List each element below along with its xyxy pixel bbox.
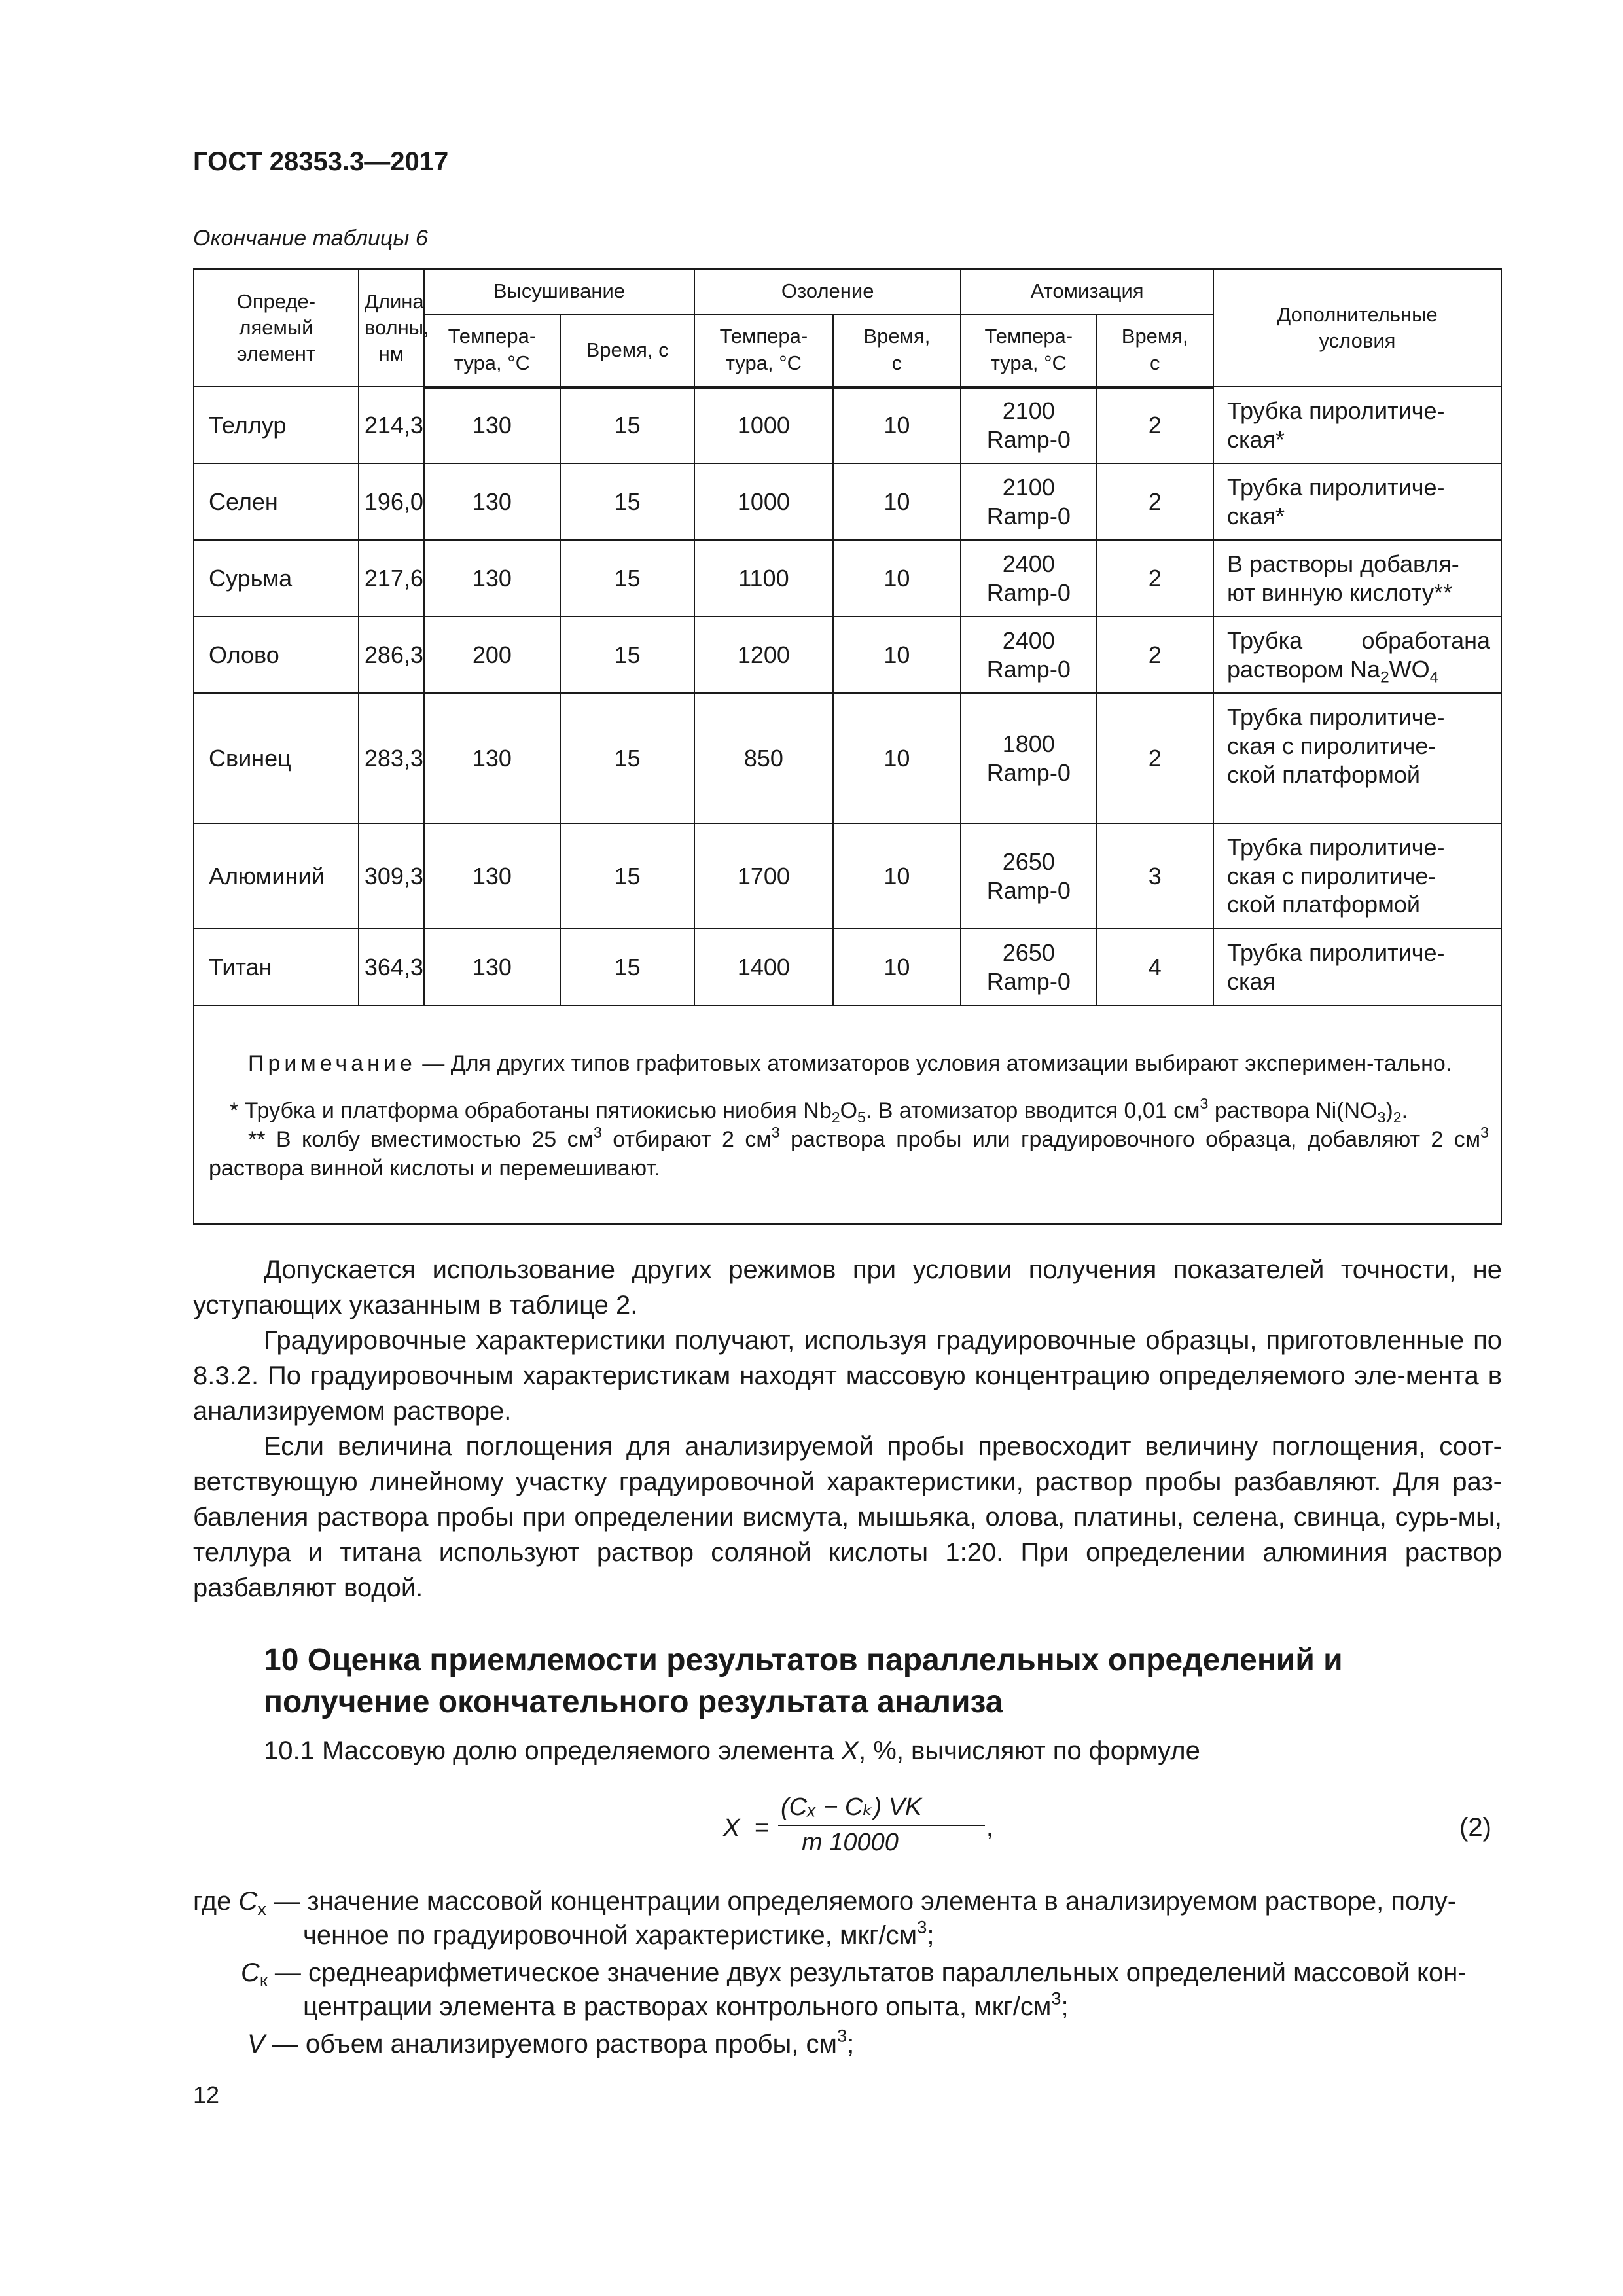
cell-ash-temp: 850: [694, 693, 832, 823]
table-row: [194, 929, 1501, 1005]
definition-v: V — объем анализируемого раствора пробы, $см^3$;: [247, 2025, 855, 2058]
section-title: 10 Оценка приемлемости результатов параллельных определений и получение окончательного результата анализа: [264, 1643, 1343, 1719]
cell-ash-temp: 1700: [694, 823, 832, 929]
cell-wavelength: 286,3: [359, 617, 424, 693]
cell-dry-temp: 130: [424, 387, 560, 463]
cell-atom-temp: 2650 Ramp-0: [961, 823, 1096, 929]
cell-atom-temp: 2650 Ramp-0: [961, 929, 1096, 1005]
cell-element: Сурьма: [194, 540, 359, 617]
cell-atom-time: 2: [1096, 387, 1213, 463]
cell-dry-time: 15: [560, 617, 694, 693]
cell-element: Титан: [194, 929, 359, 1005]
definition-ck: $C_к$ — среднеарифметическое значение двух результатов параллельных определений массовой кон-: [241, 1958, 1467, 1991]
header-additional: Дополнительные условия: [1213, 269, 1501, 387]
cell-ash-temp: 1000: [694, 387, 832, 463]
cell-atom-temp: 2400 Ramp-0: [961, 617, 1096, 693]
cell-element: Свинец: [194, 693, 359, 823]
table-caption: Окончание таблицы 6: [193, 226, 428, 251]
cell-element: Селен: [194, 463, 359, 540]
page-number: 12: [193, 2081, 220, 2108]
cell-element: Олово: [194, 617, 359, 693]
cell-ash-time: 10: [833, 823, 961, 929]
header-ash-temp: Темпера- тура, °С: [694, 314, 832, 387]
cell-wavelength: 283,3: [359, 693, 424, 823]
cell-conditions: В растворы добавля- ют винную кислоту**: [1213, 540, 1501, 617]
cell-conditions: Трубка обработана раствором $Na_2WO_4$: [1213, 617, 1501, 693]
paragraph: Если величина поглощения для анализируемой пробы превосходит величину поглощения, соот-ветствующую линейному участку градуировочной характеристики, раствор пробы разбавляют. Для раз-бавления раствора пробы при определении висмута, мышьяка, олова, платины, селена, свинца, сурь-мы, теллура и титана используют раствор соляной кислоты 1:20. При определении алюминия раствор разбавляют водой.: [193, 1432, 1502, 1602]
cell-atom-temp: 2400 Ramp-0: [961, 540, 1096, 617]
paragraph: Допускается использование других режимов при условии получения показателей точности, не уступающих указанным в таблице 2.: [193, 1255, 1502, 1319]
cell-wavelength: 196,0: [359, 463, 424, 540]
cell-ash-temp: 1400: [694, 929, 832, 1005]
cell-wavelength: 217,6: [359, 540, 424, 617]
cell-dry-time: 15: [560, 929, 694, 1005]
subsection-paragraph: 10.1 Массовую долю определяемого элемента X, %, вычисляют по формуле: [264, 1736, 1200, 1765]
cell-atom-time: 2: [1096, 540, 1213, 617]
formula-equals: =: [755, 1814, 770, 1842]
cell-ash-temp: 1000: [694, 463, 832, 540]
cell-ash-time: 10: [833, 540, 961, 617]
cell-atom-temp: 2100 Ramp-0: [961, 463, 1096, 540]
header-element: Опреде- ляемый элемент: [194, 269, 359, 387]
cell-atom-time: 3: [1096, 823, 1213, 929]
table-notes: [194, 1005, 1501, 1224]
header-dry-temp: Темпера- тура, °С: [424, 314, 560, 387]
cell-conditions: Трубка пиролитиче- ская*: [1213, 387, 1501, 463]
table-row: [194, 463, 1501, 540]
cell-atom-temp: 2100 Ramp-0: [961, 387, 1096, 463]
header-atom-time: Время, с: [1096, 314, 1213, 387]
cell-ash-time: 10: [833, 929, 961, 1005]
table-row: [194, 387, 1501, 463]
cell-conditions: Трубка пиролитиче- ская с пиролитиче- ской платформой: [1213, 823, 1501, 929]
cell-conditions: Трубка пиролитиче- ская*: [1213, 463, 1501, 540]
header-atomization: Атомизация: [961, 269, 1213, 314]
header-row-1: [194, 269, 1501, 314]
cell-wavelength: 364,3: [359, 929, 424, 1005]
table-row: [194, 540, 1501, 617]
cell-wavelength: 309,3: [359, 823, 424, 929]
cell-dry-time: 15: [560, 693, 694, 823]
cell-atom-time: 4: [1096, 929, 1213, 1005]
cell-dry-temp: 200: [424, 617, 560, 693]
cell-ash-time: 10: [833, 617, 961, 693]
cell-dry-temp: 130: [424, 463, 560, 540]
cell-element: Алюминий: [194, 823, 359, 929]
header-ash-time: Время, с: [833, 314, 961, 387]
parameters-table: [193, 268, 1502, 1225]
table-row: [194, 693, 1501, 823]
cell-ash-temp: 1200: [694, 617, 832, 693]
body-paragraphs: [193, 1252, 1502, 1605]
cell-dry-time: 15: [560, 463, 694, 540]
cell-ash-time: 10: [833, 693, 961, 823]
cell-dry-temp: 130: [424, 693, 560, 823]
cell-atom-time: 2: [1096, 617, 1213, 693]
table-row: [194, 823, 1501, 929]
paragraph: Градуировочные характеристики получают, используя градуировочные образцы, приготовленные по 8.3.2. По градуировочным характеристикам находят массовую концентрацию определяемого эле-мента в анализируемом растворе.: [193, 1326, 1502, 1426]
cell-atom-temp: 1800 Ramp-0: [961, 693, 1096, 823]
header-drying: Высушивание: [424, 269, 694, 314]
cell-dry-temp: 130: [424, 823, 560, 929]
cell-conditions: Трубка пиролитиче- ская: [1213, 929, 1501, 1005]
header-atom-temp: Темпера- тура, °С: [961, 314, 1096, 387]
formula-number: (2): [1459, 1813, 1491, 1842]
cell-conditions: Трубка пиролитиче- ская с пиролитиче- ской платформой: [1213, 693, 1501, 823]
cell-ash-temp: 1100: [694, 540, 832, 617]
formula-comma: ,: [986, 1814, 993, 1842]
cell-dry-time: 15: [560, 387, 694, 463]
cell-atom-time: 2: [1096, 463, 1213, 540]
formula-lhs: X: [723, 1814, 740, 1842]
notes-row: [194, 1005, 1501, 1224]
cell-dry-time: 15: [560, 823, 694, 929]
definition-cx-cont: ченное по градуировочной характеристике, мкг/$см^3$;: [303, 1916, 935, 1950]
note-general: Примечание — Для других типов графитовых атомизаторов условия атомизации выбирают эксперимен-тально.: [248, 1050, 1452, 1076]
header-wavelength: Длина волны, нм: [359, 269, 424, 387]
cell-dry-temp: 130: [424, 929, 560, 1005]
cell-ash-time: 10: [833, 463, 961, 540]
cell-ash-time: 10: [833, 387, 961, 463]
note-star-2: ** В колбу вместимостью 25 $см^3$ отбирают 2 $см^3$ раствора пробы или градуировочного образца, добавляют 2 $см^3$ раствора винной кислоты и перемешивают.: [209, 1124, 1489, 1181]
header-ashing: Озоление: [694, 269, 961, 314]
cell-element: Теллур: [194, 387, 359, 463]
table-row: [194, 617, 1501, 693]
cell-dry-time: 15: [560, 540, 694, 617]
cell-wavelength: 214,3: [359, 387, 424, 463]
fraction-bar: [778, 1825, 985, 1826]
formula-numerator: (Cₓ − Cₖ) VK: [781, 1793, 922, 1821]
formula-denominator: m 10000: [802, 1829, 899, 1856]
definition-cx: где $C_х$ — значение массовой концентрации определяемого элемента в анализируемом растворе, полу-: [193, 1887, 1457, 1920]
note-star-1: * Трубка и платформа обработаны пятиокисью ниобия $Nb_2O_5$. В атомизатор вводится 0,01 $см^3$ раствора $Ni(NO_3)_2$.: [230, 1094, 1408, 1126]
document-code: ГОСТ 28353.3—2017: [193, 147, 449, 176]
header-dry-time: Время, с: [560, 314, 694, 387]
cell-atom-time: 2: [1096, 693, 1213, 823]
cell-dry-temp: 130: [424, 540, 560, 617]
definition-ck-cont: центрации элемента в растворах контрольного опыта, мкг/$см^3$;: [303, 1988, 1069, 2021]
